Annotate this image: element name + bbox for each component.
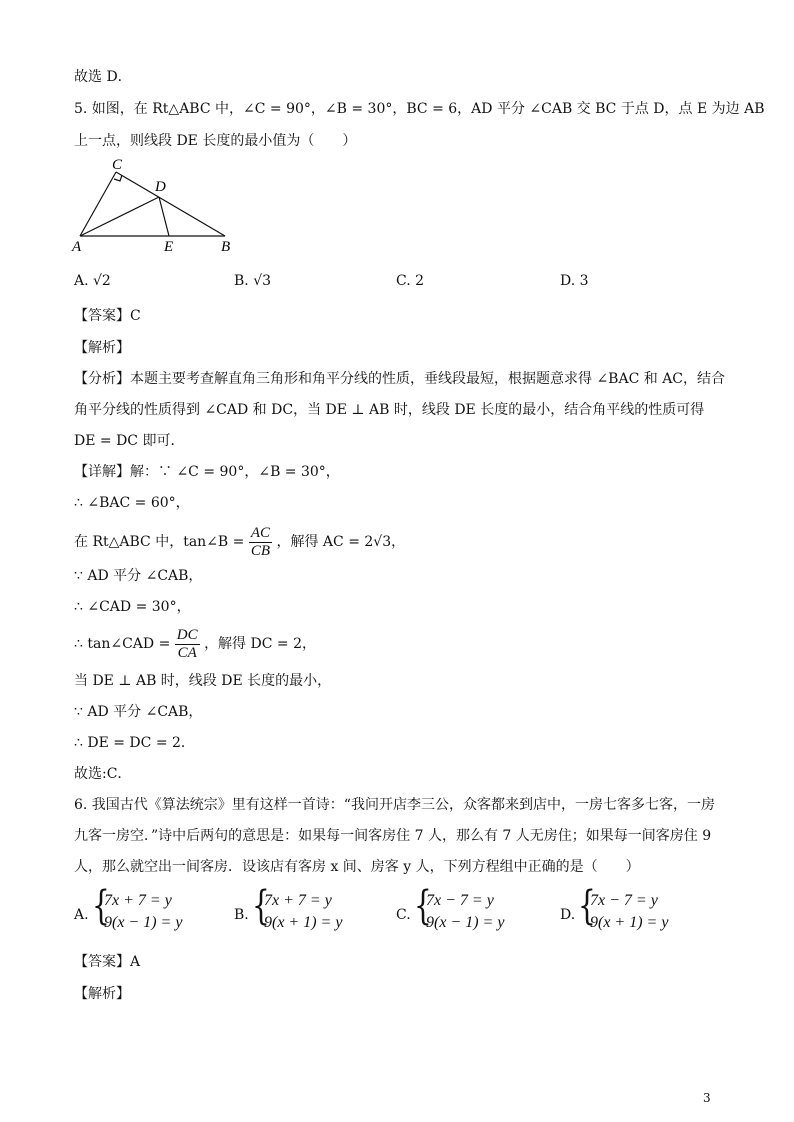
figure-label-a: A xyxy=(72,239,82,255)
q5-detail-line1: 【详解】解：∵ ∠C = 90°，∠B = 30°， xyxy=(74,464,340,480)
brace-symbol: { xyxy=(92,883,110,929)
fraction-numerator: DC xyxy=(176,626,198,643)
equation-2: 9(x − 1) = y xyxy=(104,914,183,931)
q5-detail-line3 xyxy=(74,524,405,560)
figure-label-d: D xyxy=(155,179,166,195)
q5-analysis-line2: 角平分线的性质得到 ∠CAD 和 DC，当 DE ⊥ AB 时，线段 DE 长度的最小，结合角平线的性质可得 xyxy=(74,402,705,418)
q5-option-b: B. √3 xyxy=(234,273,272,289)
q6-option-b-label: B. xyxy=(234,907,249,923)
q6-option-a-system xyxy=(92,883,222,936)
q6-stem-line1: 6. 我国古代《算法统宗》里有这样一首诗：“我问开店李三公，众客都来到店中，一房七客多七客，一房 xyxy=(74,797,715,813)
q6-option-d-system xyxy=(578,883,708,936)
q5-detail-line5: ∴ ∠CAD = 30°， xyxy=(74,599,191,615)
fraction-numerator: AC xyxy=(250,524,271,541)
q6-option-a-label: A. xyxy=(74,907,89,923)
q5-analysis-line3: DE = DC 即可． xyxy=(74,433,185,449)
equation-1: 7x − 7 = y xyxy=(590,892,658,909)
q5-answer: 【答案】C xyxy=(74,308,141,324)
prev-answer-choice: 故选 D． xyxy=(74,69,132,85)
equation-2: 9(x + 1) = y xyxy=(264,914,343,931)
q5-final-choice: 故选:C． xyxy=(74,766,132,782)
q6-option-c-label: C. xyxy=(396,907,411,923)
q6-stem-line3: 人，那么就空出一间客房．设该店有客房 x 间、房客 y 人，下列方程组中正确的是（ ） xyxy=(74,859,640,875)
q6-option-c-system xyxy=(414,883,544,936)
figure-label-c: C xyxy=(112,157,123,173)
figure-label-e: E xyxy=(164,239,174,255)
equation-2: 9(x + 1) = y xyxy=(590,914,669,931)
q5-triangle-figure xyxy=(70,155,240,255)
q5-stem-line2: 上一点，则线段 DE 长度的最小值为（ ） xyxy=(74,133,357,149)
equation-1: 7x + 7 = y xyxy=(104,892,172,909)
equation-1: 7x + 7 = y xyxy=(264,892,332,909)
q6-analysis-heading: 【解析】 xyxy=(74,986,130,1002)
detail-line6-suffix: ，解得 DC = 2， xyxy=(204,636,316,652)
q5-detail-line6 xyxy=(74,626,316,662)
q5-option-a: A. √2 xyxy=(74,273,111,289)
q5-option-c: C. 2 xyxy=(396,273,425,289)
fraction-denominator: CB xyxy=(250,542,271,559)
q5-stem-line1: 5. 如图，在 Rt△ABC 中，∠C = 90°，∠B = 30°，BC = 6，AD 平分 ∠CAB 交 BC 于点 D，点 E 为边 AB xyxy=(74,101,765,117)
brace-symbol: { xyxy=(414,883,432,929)
detail-line3-prefix: 在 Rt△ABC 中，tan∠B = xyxy=(74,534,245,550)
q5-detail-line2: ∴ ∠BAC = 60°， xyxy=(74,495,190,511)
equation-1: 7x − 7 = y xyxy=(426,892,494,909)
q6-option-b-system xyxy=(252,883,382,936)
detail-line3-suffix: ，解得 AC = 2√3， xyxy=(276,534,406,550)
q6-stem-line2: 九客一房空．”诗中后两句的意思是：如果每一间客房住 7 人，那么有 7 人无房住；如果每一间客房住 9 xyxy=(74,828,712,844)
fraction-denominator: CA xyxy=(177,644,197,661)
fraction-dc-over-ca xyxy=(175,627,200,662)
equation-2: 9(x − 1) = y xyxy=(426,914,505,931)
page-number: 3 xyxy=(703,1091,711,1105)
q5-detail-line4: ∵ AD 平分 ∠CAB， xyxy=(74,568,203,584)
detail-line6-prefix: ∴ tan∠CAD = xyxy=(74,636,171,652)
q5-detail-line8: ∵ AD 平分 ∠CAB， xyxy=(74,704,203,720)
q5-analysis-heading: 【解析】 xyxy=(74,340,130,356)
q5-detail-line7: 当 DE ⊥ AB 时，线段 DE 长度的最小， xyxy=(74,673,332,689)
fraction-ac-over-cb xyxy=(249,525,272,560)
q5-option-d: D. 3 xyxy=(560,273,589,289)
figure-label-b: B xyxy=(221,239,231,255)
q5-detail-line9: ∴ DE = DC = 2． xyxy=(74,735,195,751)
q6-answer: 【答案】A xyxy=(74,954,141,970)
brace-symbol: { xyxy=(252,883,270,929)
brace-symbol: { xyxy=(578,883,596,929)
q6-option-d-label: D. xyxy=(560,907,576,923)
q5-analysis-line1: 【分析】本题主要考查解直角三角形和角平分线的性质，垂线段最短，根据题意求得 ∠BAC 和 AC，结合 xyxy=(74,371,726,387)
